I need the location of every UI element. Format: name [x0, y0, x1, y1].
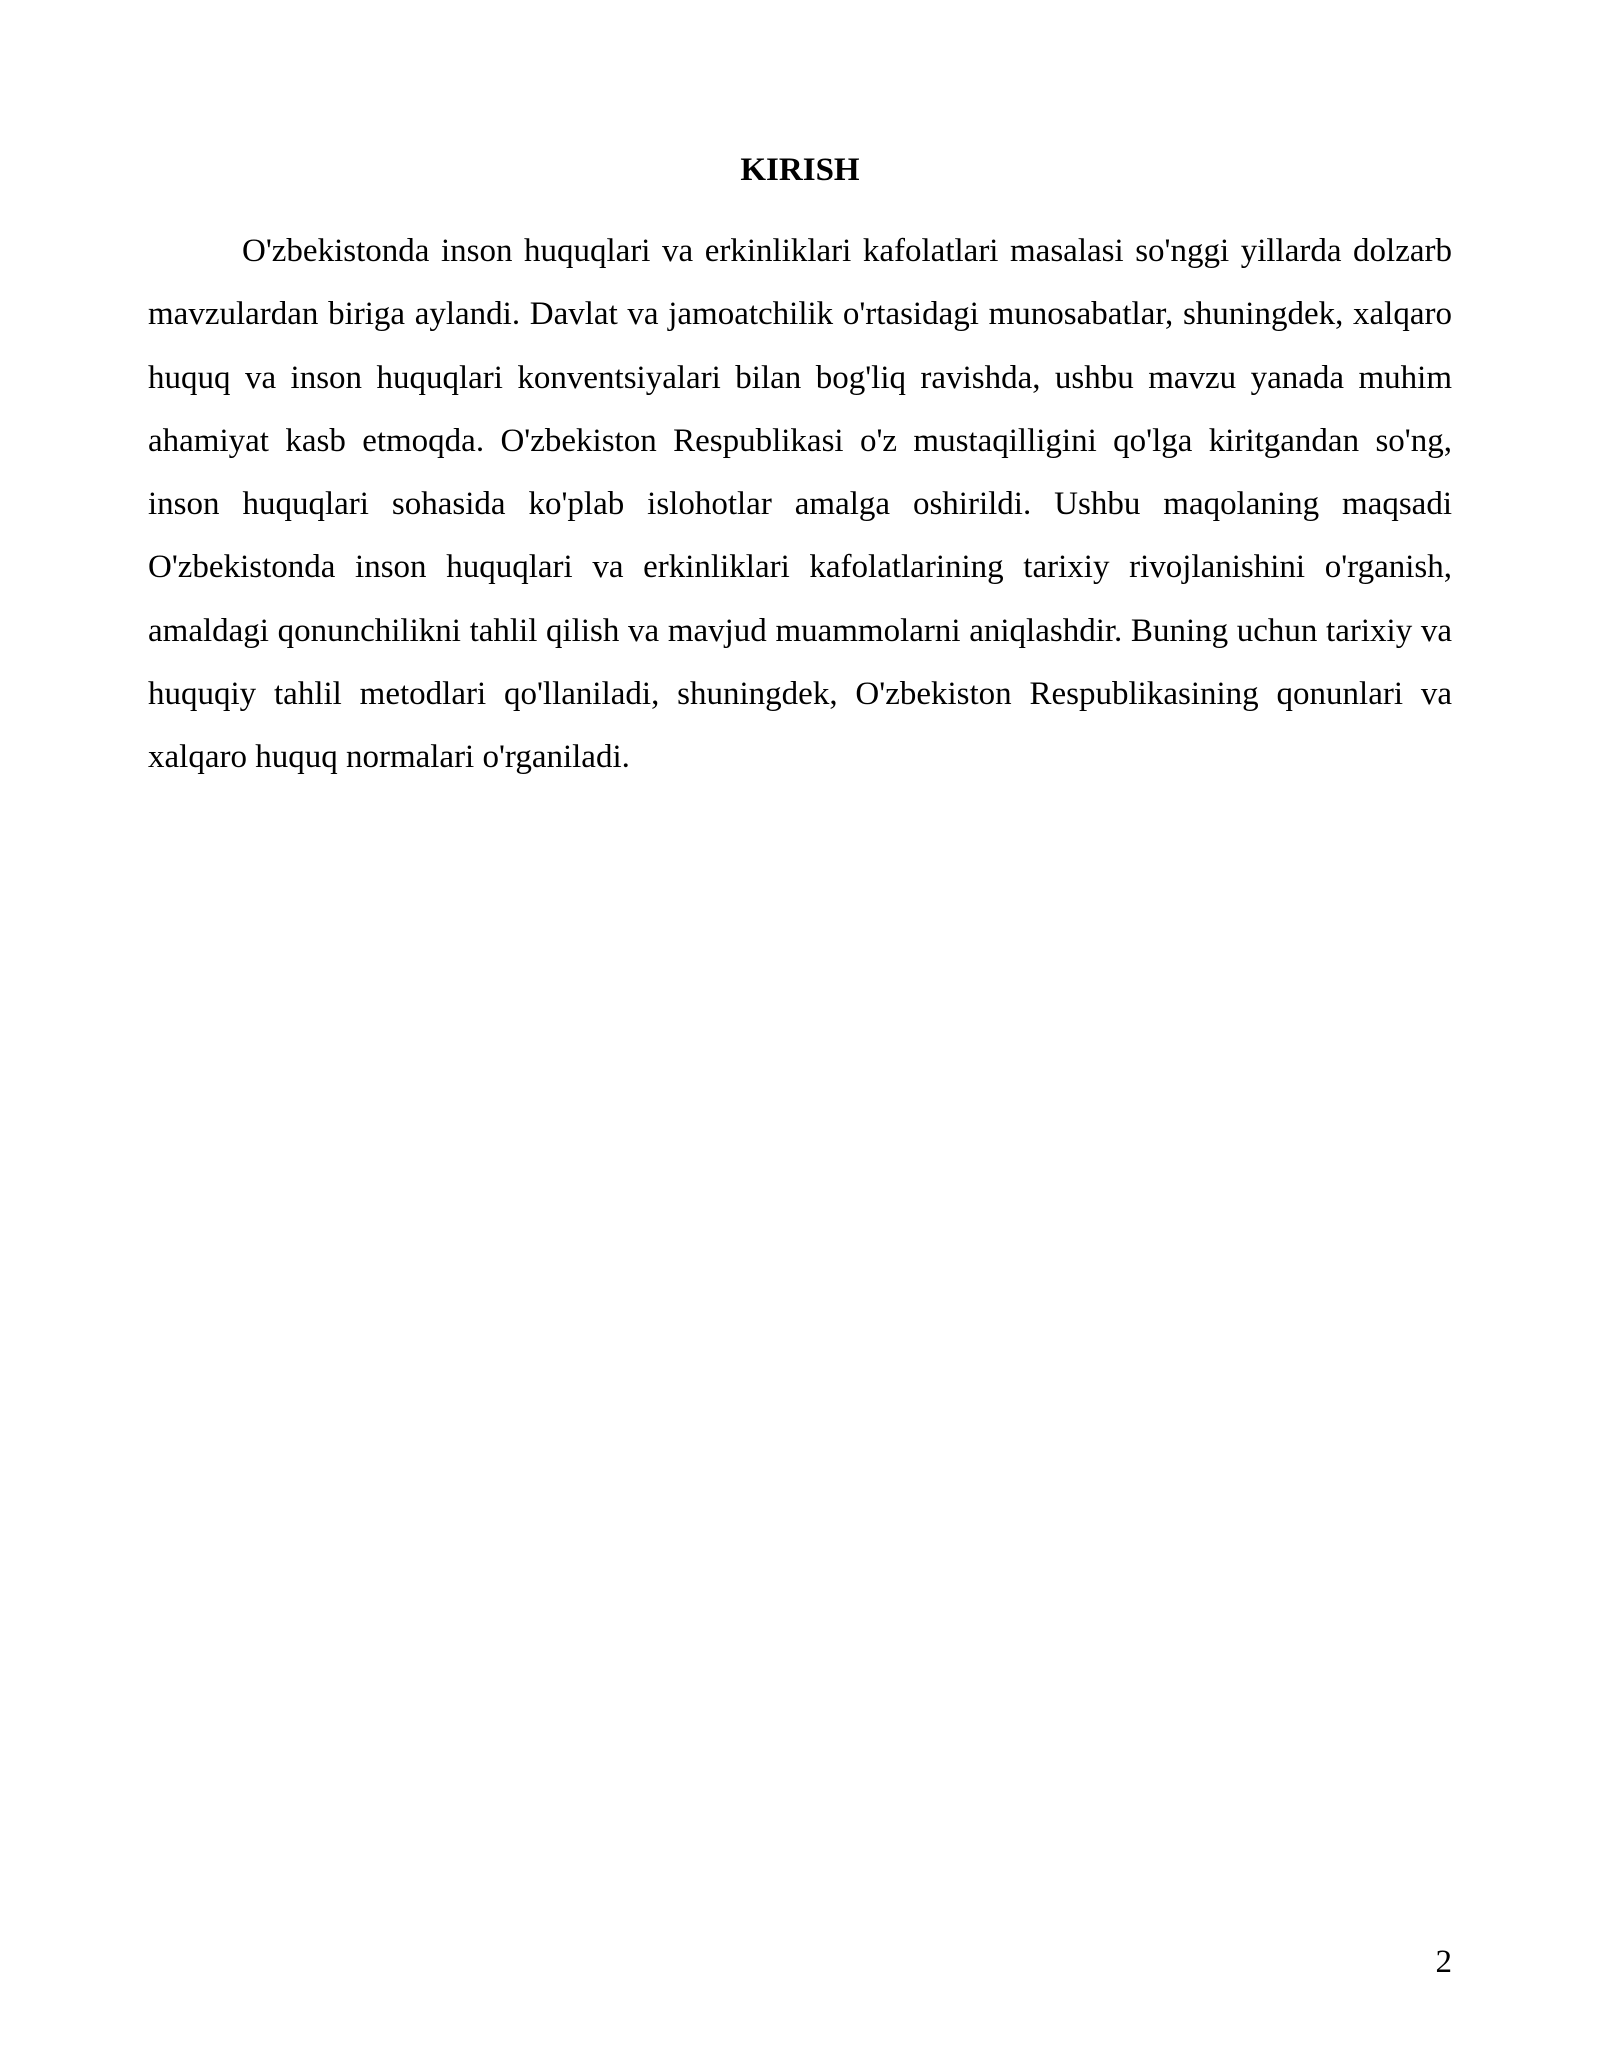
body-paragraph: O'zbekistonda inson huquqlari va erkinliklari kafolatlari masalasi so'nggi yillarda dolzarb mavzulardan biriga aylandi. Davlat va jamoatchilik o'rtasidagi munosabatlar, shuningdek, xalqaro huquq va inson huquqlari konventsiyalari bilan bog'liq ravishda, ushbu mavzu yanada muhim ahamiyat kasb etmoqda. O'zbekiston Respublikasi o'z mustaqilligini qo'lga kiritgandan so'ng, inson huquqlari sohasida ko'plab islohotlar amalga oshirildi. Ushbu maqolaning maqsadi O'zbekistonda inson huquqlari va erkinliklari kafolatlarining tarixiy rivojlanishini o'rganish, amaldagi qonunchilikni tahlil qilish va mavjud muammolarni aniqlashdir. Buning uchun tarixiy va huquqiy tahlil metodlari qo'llaniladi, shuningdek, O'zbekiston Respublikasining qonunlari va xalqaro huquq normalari o'rganiladi. — [148, 233, 1452, 776]
section-heading: KIRISH — [740, 152, 860, 188]
page-number: 2 — [1435, 1944, 1452, 1980]
